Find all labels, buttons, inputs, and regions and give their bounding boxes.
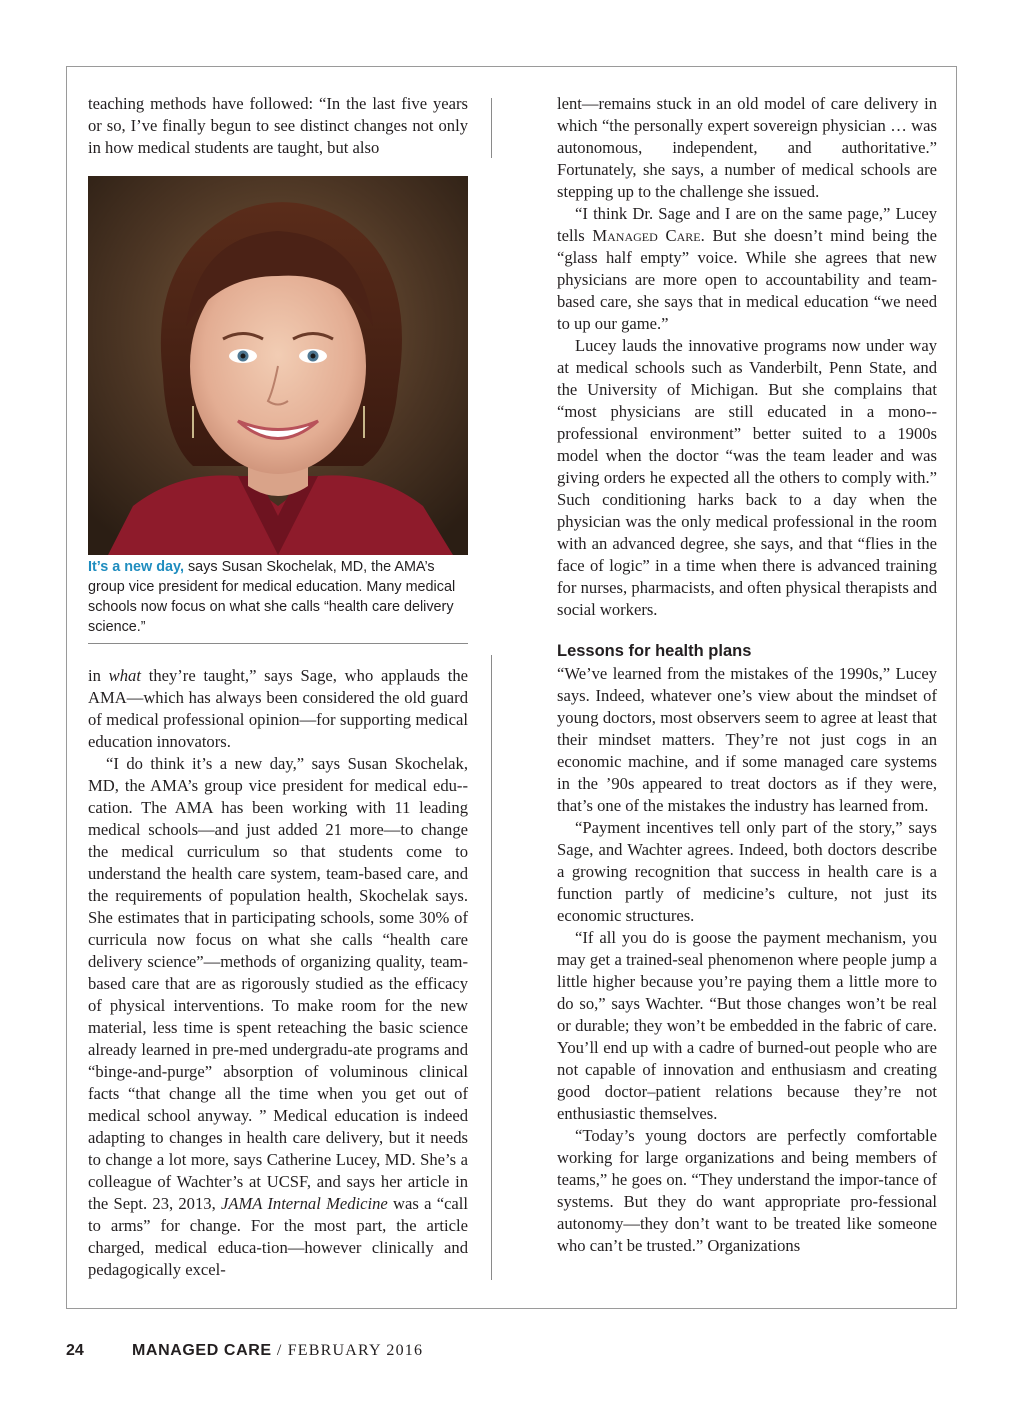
caption-body: says Susan Skochelak, MD, the AMA’s group vice president for medical education. Many medical schools now focus on what she calls “health care delivery science.” xyxy=(88,559,456,635)
column-divider-bottom xyxy=(491,655,492,1280)
article-paragraph xyxy=(88,665,468,753)
article-paragraph: “If all you do is goose the payment mechanism, you may get a trained-seal phenomenon where people jump a little higher because you’re paying them a little more to do so,” says Wachter. “But those changes won’t be real or durable; they won’t be embedded in the fabric of care. You’ll end up with a cadre of burned-out people who are not capable of innovation and enthusiasm and creating good doctor–patient relations because they’re not enthusiastic themselves. xyxy=(557,928,937,1123)
publication-title: MANAGED CARE xyxy=(132,1342,272,1359)
article-paragraph: “We’ve learned from the mistakes of the 1990s,” Lucey says. Indeed, whatever one’s view about the mindset of young doctors, most observers seem to agree at least that their mindset matters. They’re not just cogs in an economic machine, and if some managed care systems in the ’90s appeared to treat doctors as if they were, that’s one of the mistakes the industry has learned from. xyxy=(557,664,937,815)
column-divider-top xyxy=(491,98,492,158)
text-run-italic: what xyxy=(108,666,141,685)
article-paragraph: “Payment incentives tell only part of the story,” says Sage, and Wachter agrees. Indeed, both doctors describe a growing recognition that success in health care is a function partly of medicine’s culture, not just its economic structures. xyxy=(557,818,937,925)
article-paragraph xyxy=(557,203,937,335)
photo-caption xyxy=(88,557,468,637)
text-run: in xyxy=(88,666,109,685)
footer-separator: / xyxy=(271,1342,288,1359)
portrait-photo xyxy=(88,176,468,555)
text-run-italic: JAMA Internal Medicine xyxy=(220,1194,388,1213)
text-run: . But she doesn’t mind being the “glass half empty” voice. While she agrees that new physicians are more open to accountability and team-based care, she says that in medical education “we need to up our game.” xyxy=(557,226,937,333)
page-number: 24 xyxy=(66,1342,84,1359)
text-run: was a “call to arms” for change. For the most part, the article charged, medical educa-tion—however clinically and pedagogically excel- xyxy=(88,1194,469,1279)
left-column-lower xyxy=(88,665,468,1281)
article-paragraph xyxy=(88,753,468,1281)
article-paragraph: teaching methods have followed: “In the last five years or so, I’ve finally begun to see distinct changes not only in how medical students are taught, but also xyxy=(88,94,468,157)
text-run: they’re taught,” says Sage, who applauds the AMA—which has always been considered the old guard of medical professional opinion—for supporting medical education innovators. xyxy=(88,666,468,751)
caption-lead: It’s a new day, xyxy=(88,559,184,575)
caption-rule xyxy=(88,643,468,644)
issue-date: FEBRUARY 2016 xyxy=(287,1342,424,1359)
text-run: “I think Dr. Sage and I are on the same page,” Lucey tells xyxy=(557,204,937,245)
left-column-top xyxy=(88,93,468,159)
article-paragraph: “Today’s young doctors are perfectly comfortable working for large organizations and being members of teams,” he goes on. “They understand the impor-tance of systems. But they do want appropriate pro-fessional autonomy—they don’t want to be treated like someone who can’t be trusted.” Organizations xyxy=(557,1126,937,1255)
publication-name: Managed Care xyxy=(592,226,701,245)
page-footer xyxy=(66,1339,423,1363)
article-paragraph: lent—remains stuck in an old model of care delivery in which “the personally expert sovereign physician … was autonomous, independent, and authoritative.” Fortunately, she says, a number of medical schools are stepping up to the challenge she issued. xyxy=(557,94,937,201)
section-heading: Lessons for health plans xyxy=(557,642,752,660)
right-column xyxy=(557,93,937,1257)
article-paragraph: Lucey lauds the innovative programs now under way at medical schools such as Vanderbilt, Penn State, and the University of Michigan. But she complains that “most physicians are still educated in a mono-professional environment” better suited to a 1900s model when the doctor “was the team leader and was giving orders he expected all the others to comply with.” Such conditioning harks back to a day when the physician was the only medical professional in the room with an advanced degree, she says, and that “flies in the face of logic” in a time when there is advanced training for nurses, pharmacists, and often physical therapists and social workers. xyxy=(557,336,937,619)
text-run: “I do think it’s a new day,” says Susan Skochelak, MD, the AMA’s group vice president for medical edu-cation. The AMA has been working with 11 leading medical schools—and just added 21 more—to change the medical curriculum so that students come to understand the health care system, team-based care, and the requirements of population health, Skochelak says. She estimates that in participating schools, some 30% of curricula now focus on what she calls “health care delivery science”—methods of organizing quality, team-based care that are as rigorously studied as the efficacy of physical interventions. To make room for the new material, less time is spent reteaching the basic science already learned in pre-med undergradu-ate programs and “binge-and-purge” absorption of voluminous clinical facts “that change all the time when you get out of medical school anyway. ” Medical education is indeed adapting to changes in health care delivery, but it needs to change a lot more, says Catherine Lucey, MD. She’s a colleague of Wachter’s at UCSF, and says her article in the Sept. 23, 2013, xyxy=(88,754,468,1213)
